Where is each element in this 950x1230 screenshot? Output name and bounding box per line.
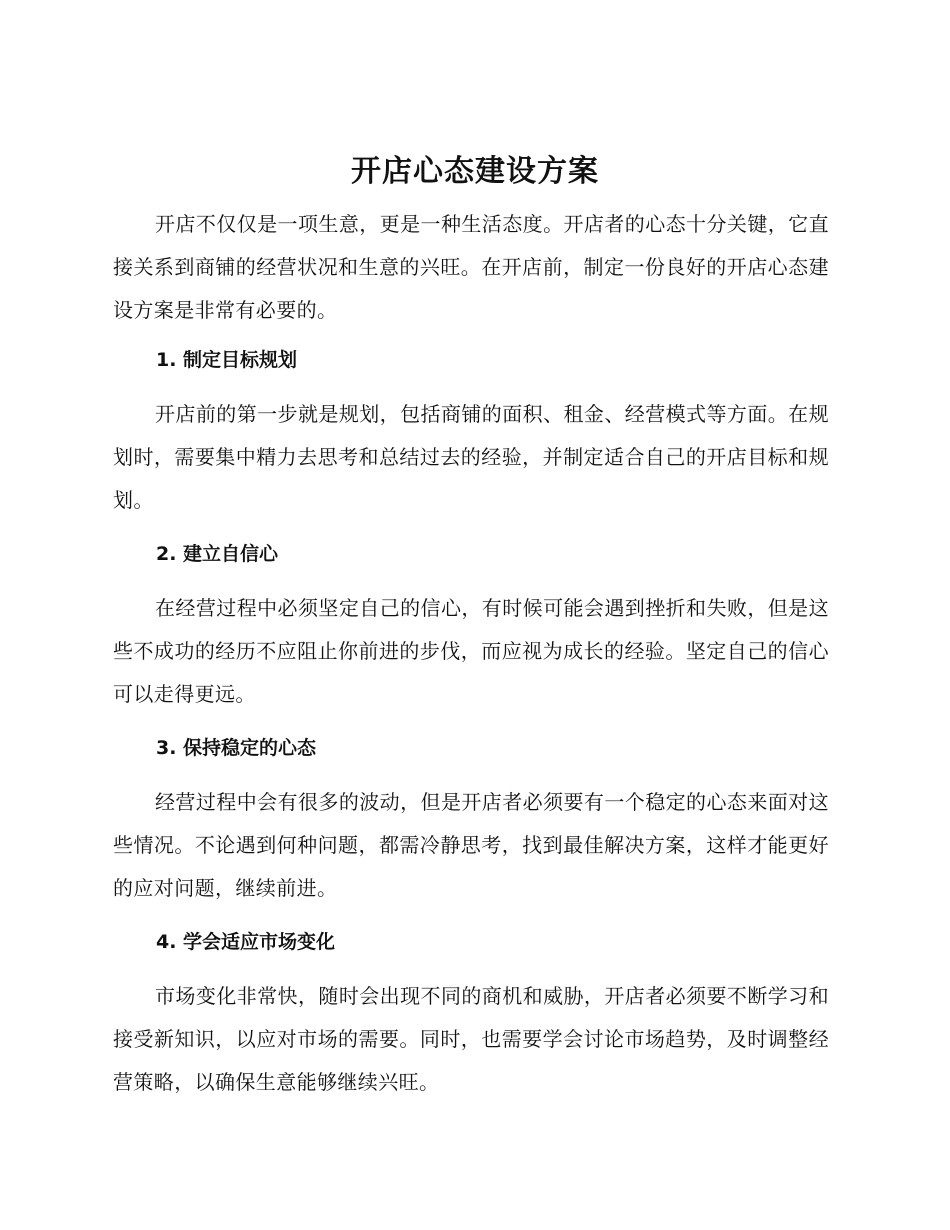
intro-paragraph: 开店不仅仅是一项生意，更是一种生活态度。开店者的心态十分关键，它直接关系到商铺的经营状况和生意的兴旺。在开店前，制定一份良好的开店心态建设方案是非常有必要的。 (113, 212, 829, 322)
section-heading-1: 1. 制定目标规划 (156, 349, 298, 371)
section-body-3: 经营过程中会有很多的波动，但是开店者必须要有一个稳定的心态来面对这些情况。不论遇到何种问题，都需冷静思考，找到最佳解决方案，这样才能更好的应对问题，继续前进。 (113, 790, 829, 900)
document-title: 开店心态建设方案 (351, 154, 599, 189)
section-body-1: 开店前的第一步就是规划，包括商铺的面积、租金、经营模式等方面。在规划时，需要集中精力去思考和总结过去的经验，并制定适合自己的开店目标和规划。 (113, 402, 829, 512)
section-body-4: 市场变化非常快，随时会出现不同的商机和威胁，开店者必须要不断学习和接受新知识，以应对市场的需要。同时，也需要学会讨论市场趋势，及时调整经营策略，以确保生意能够继续兴旺。 (113, 984, 829, 1094)
section-body-2: 在经营过程中必须坚定自己的信心，有时候可能会遇到挫折和失败，但是这些不成功的经历不应阻止你前进的步伐，而应视为成长的经验。坚定自己的信心可以走得更远。 (113, 596, 829, 706)
section-heading-3: 3. 保持稳定的心态 (156, 737, 317, 759)
section-heading-2: 2. 建立自信心 (156, 543, 279, 565)
section-heading-4: 4. 学会适应市场变化 (156, 931, 336, 953)
